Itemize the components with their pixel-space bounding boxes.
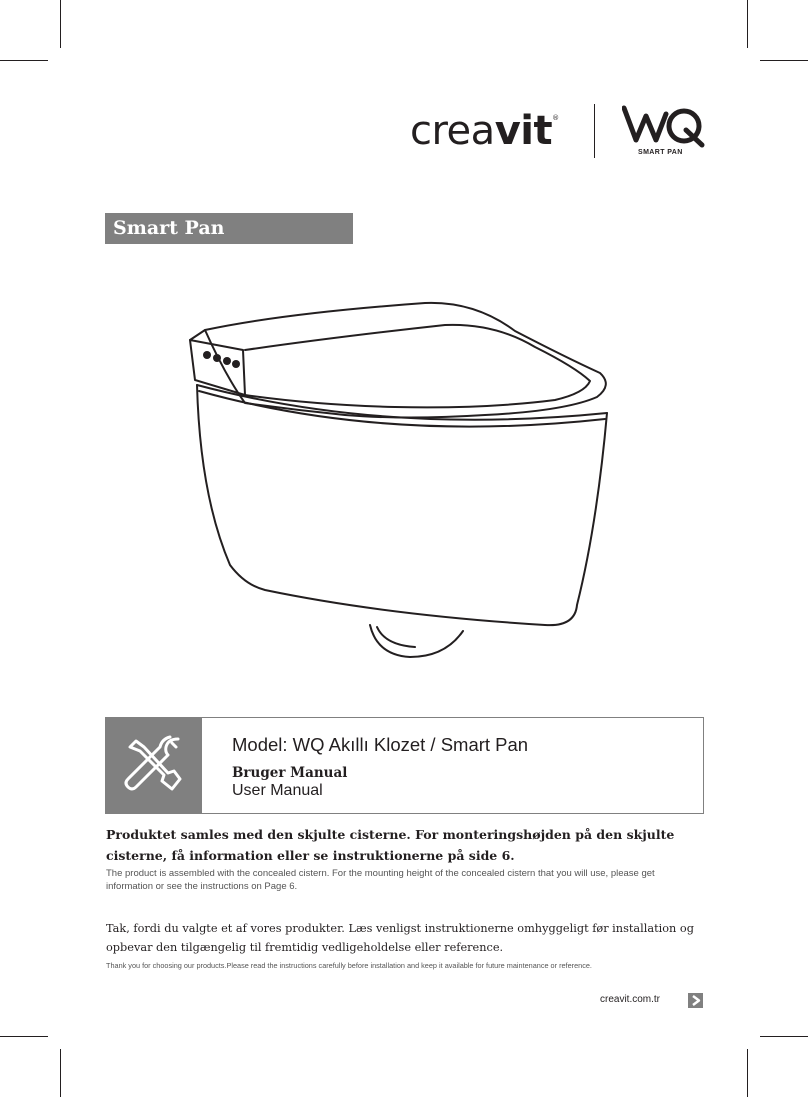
thanks-note-english: Thank you for choosing our products.Please read the instructions carefully before installation and keep it available for future maintenance or reference.	[106, 961, 592, 970]
registered-mark: ®	[552, 114, 559, 122]
thanks-note-danish: Tak, fordi du valgte et af vores produkter. Læs venligst instruktionerne omhyggeligt før installation og opbevar den tilgængelig til fremtidig vedligeholdelse eller reference.	[106, 922, 694, 954]
crop-mark	[747, 1049, 748, 1097]
creavit-logo	[410, 108, 559, 154]
logo-divider	[594, 104, 595, 158]
assembly-note-english: The product is assembled with the concealed cistern. For the mounting height of the concealed cistern that you will use, please get information or see the instructions on Page 6.	[106, 868, 655, 892]
chevron-right-icon	[691, 995, 701, 1006]
model-name: Model: WQ Akıllı Klozet / Smart Pan	[232, 734, 529, 755]
footer-website-link[interactable]: creavit.com.tr	[600, 994, 661, 1005]
assembly-note-danish: Produktet samles med den skjulte cisterne. For monteringshøjden på den skjulte cisterne, få information eller se instruktionerne på side 6.	[106, 827, 675, 863]
toilet-illustration	[185, 295, 625, 665]
crop-mark	[0, 1036, 48, 1037]
title-banner: Smart Pan	[105, 213, 353, 244]
manual-title-english: User Manual	[232, 782, 323, 799]
crop-mark	[60, 1049, 61, 1097]
creavit-logo-bold: vit	[494, 108, 553, 154]
crop-mark	[0, 60, 48, 61]
brand-logos	[410, 100, 710, 160]
footer-arrow-button[interactable]	[688, 993, 703, 1008]
manual-title-danish: Bruger Manual	[232, 765, 348, 781]
wq-logo-icon	[622, 100, 712, 150]
crop-mark	[760, 60, 808, 61]
wq-logo-subtitle: SMART PAN	[638, 149, 683, 156]
creavit-logo-regular: crea	[410, 108, 495, 154]
tools-icon-panel	[106, 718, 202, 813]
crop-mark	[760, 1036, 808, 1037]
crop-mark	[60, 0, 61, 48]
wrench-screwdriver-icon	[122, 733, 186, 797]
model-info-box	[105, 717, 704, 814]
crop-mark	[747, 0, 748, 48]
